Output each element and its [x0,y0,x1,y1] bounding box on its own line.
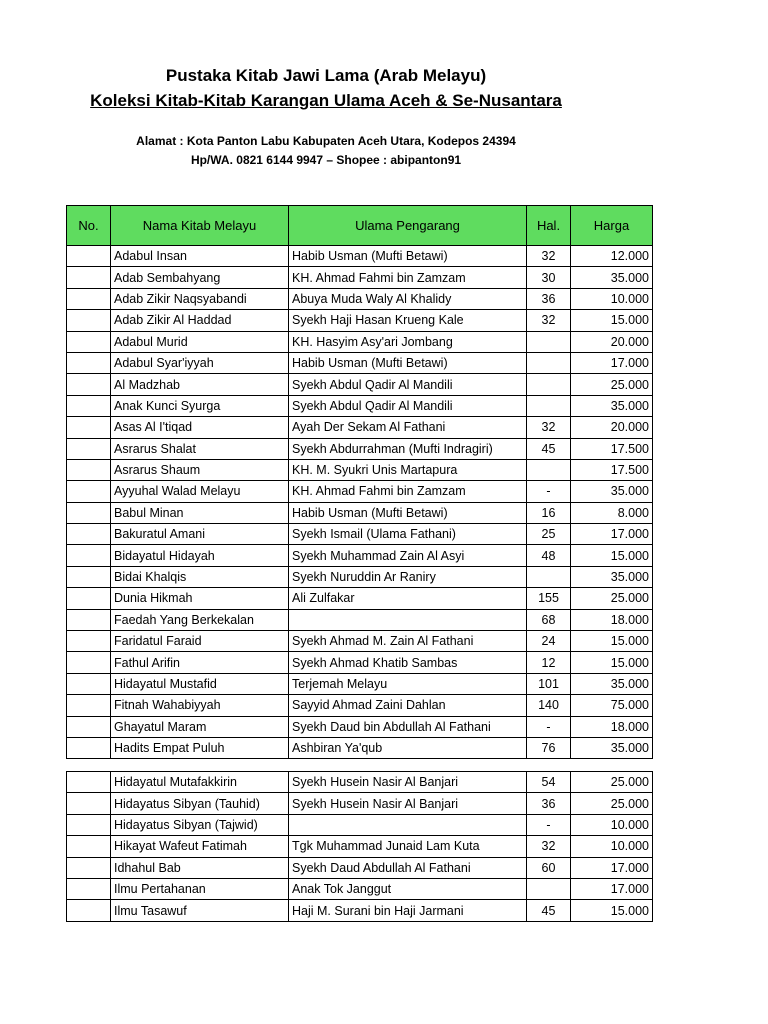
cell-no [67,310,111,331]
cell-hal: - [527,481,571,502]
table-row [67,417,653,438]
cell-nama: Bidai Khalqis [111,566,289,587]
table-row [67,566,653,587]
column-header-harga: Harga [571,206,653,246]
table-row [67,737,653,758]
cell-harga: 15.000 [571,631,653,652]
page-title: Pustaka Kitab Jawi Lama (Arab Melayu) [165,66,487,85]
cell-harga: 35.000 [571,267,653,288]
cell-harga: 10.000 [571,288,653,309]
cell-hal: 25 [527,524,571,545]
cell-no [67,814,111,835]
cell-ulama: Habib Usman (Mufti Betawi) [289,352,527,373]
cell-harga: 20.000 [571,417,653,438]
cell-ulama: Habib Usman (Mufti Betawi) [289,502,527,523]
cell-hal: 16 [527,502,571,523]
cell-ulama: Tgk Muhammad Junaid Lam Kuta [289,836,527,857]
cell-harga: 35.000 [571,395,653,416]
cell-harga: 10.000 [571,836,653,857]
cell-hal: 68 [527,609,571,630]
cell-no [67,246,111,267]
cell-no [67,481,111,502]
cell-ulama: Syekh Nuruddin Ar Raniry [289,566,527,587]
cell-harga: 25.000 [571,588,653,609]
cell-harga: 17.000 [571,878,653,899]
cell-ulama: Syekh Daud bin Abdullah Al Fathani [289,716,527,737]
table-row [67,310,653,331]
cell-no [67,545,111,566]
cell-hal [527,459,571,480]
cell-ulama: Habib Usman (Mufti Betawi) [289,246,527,267]
table-row [67,793,653,814]
cell-no [67,878,111,899]
cell-nama: Ayyuhal Walad Melayu [111,481,289,502]
cell-harga: 35.000 [571,673,653,694]
cell-no [67,652,111,673]
cell-nama: Adab Zikir Al Haddad [111,310,289,331]
table-row [67,331,653,352]
cell-harga: 15.000 [571,545,653,566]
book-price-table [66,205,653,759]
cell-ulama: Haji M. Surani bin Haji Jarmani [289,900,527,921]
cell-nama: Bakuratul Amani [111,524,289,545]
address-line: Alamat : Kota Panton Labu Kabupaten Aceh Utara, Kodepos 24394 [136,134,516,148]
cell-nama: Hidayatus Sibyan (Tajwid) [111,814,289,835]
table-row [67,438,653,459]
cell-no [67,673,111,694]
cell-hal: 76 [527,737,571,758]
cell-hal: 32 [527,836,571,857]
cell-nama: Idhahul Bab [111,857,289,878]
table-row [67,459,653,480]
column-header-hal: Hal. [527,206,571,246]
cell-hal [527,374,571,395]
table-row [67,502,653,523]
cell-no [67,374,111,395]
cell-no [67,857,111,878]
cell-ulama: Ayah Der Sekam Al Fathani [289,417,527,438]
cell-ulama [289,814,527,835]
cell-no [67,772,111,793]
cell-ulama: Syekh Abdul Qadir Al Mandili [289,374,527,395]
table-row [67,900,653,921]
table-row [67,673,653,694]
cell-nama: Babul Minan [111,502,289,523]
table-row [67,481,653,502]
cell-ulama: Syekh Abdurrahman (Mufti Indragiri) [289,438,527,459]
cell-nama: Hidayatul Mutafakkirin [111,772,289,793]
cell-nama: Asrarus Shaum [111,459,289,480]
cell-no [67,631,111,652]
cell-hal: 60 [527,857,571,878]
cell-harga: 25.000 [571,374,653,395]
cell-no [67,395,111,416]
cell-harga: 17.500 [571,459,653,480]
cell-ulama: Abuya Muda Waly Al Khalidy [289,288,527,309]
cell-ulama: Syekh Ahmad Khatib Sambas [289,652,527,673]
column-header-nama: Nama Kitab Melayu [111,206,289,246]
cell-ulama: Terjemah Melayu [289,673,527,694]
table-row [67,878,653,899]
cell-hal: - [527,716,571,737]
cell-no [67,417,111,438]
cell-harga: 18.000 [571,716,653,737]
table-row [67,288,653,309]
cell-ulama: Syekh Daud Abdullah Al Fathani [289,857,527,878]
cell-ulama: Syekh Muhammad Zain Al Asyi [289,545,527,566]
cell-hal: 12 [527,652,571,673]
cell-hal: 32 [527,310,571,331]
cell-no [67,524,111,545]
cell-hal: 45 [527,438,571,459]
cell-nama: Faedah Yang Berkekalan [111,609,289,630]
cell-hal: 48 [527,545,571,566]
cell-nama: Hikayat Wafeut Fatimah [111,836,289,857]
cell-no [67,267,111,288]
cell-hal [527,331,571,352]
cell-harga: 35.000 [571,481,653,502]
table-row [67,772,653,793]
table-row [67,246,653,267]
cell-hal: 54 [527,772,571,793]
cell-ulama: Sayyid Ahmad Zaini Dahlan [289,695,527,716]
cell-harga: 17.500 [571,438,653,459]
cell-ulama: Ali Zulfakar [289,588,527,609]
cell-hal: 32 [527,246,571,267]
cell-ulama: Anak Tok Janggut [289,878,527,899]
cell-harga: 25.000 [571,772,653,793]
cell-hal: - [527,814,571,835]
cell-hal: 101 [527,673,571,694]
cell-ulama: KH. Hasyim Asy'ari Jombang [289,331,527,352]
cell-nama: Adabul Insan [111,246,289,267]
cell-harga: 20.000 [571,331,653,352]
contact-line: Hp/WA. 0821 6144 9947 – Shopee : abipanton91 [190,153,462,167]
cell-harga: 18.000 [571,609,653,630]
cell-hal: 155 [527,588,571,609]
cell-no [67,438,111,459]
cell-nama: Ilmu Tasawuf [111,900,289,921]
cell-no [67,588,111,609]
cell-nama: Ghayatul Maram [111,716,289,737]
cell-no [67,737,111,758]
cell-nama: Adab Zikir Naqsyabandi [111,288,289,309]
cell-no [67,900,111,921]
cell-no [67,695,111,716]
cell-nama: Asas Al I'tiqad [111,417,289,438]
cell-hal: 45 [527,900,571,921]
table-row [67,352,653,373]
cell-harga: 17.000 [571,857,653,878]
cell-ulama: Syekh Abdul Qadir Al Mandili [289,395,527,416]
cell-harga: 15.000 [571,310,653,331]
cell-nama: Dunia Hikmah [111,588,289,609]
cell-ulama: KH. Ahmad Fahmi bin Zamzam [289,481,527,502]
cell-no [67,331,111,352]
cell-ulama: Syekh Ismail (Ulama Fathani) [289,524,527,545]
cell-ulama [289,609,527,630]
cell-no [67,836,111,857]
cell-harga: 15.000 [571,652,653,673]
cell-ulama: Syekh Ahmad M. Zain Al Fathani [289,631,527,652]
cell-hal [527,566,571,587]
cell-harga: 35.000 [571,737,653,758]
table-row [67,588,653,609]
cell-hal [527,352,571,373]
table-row [67,857,653,878]
cell-nama: Fathul Arifin [111,652,289,673]
cell-harga: 8.000 [571,502,653,523]
cell-hal [527,878,571,899]
cell-nama: Adab Sembahyang [111,267,289,288]
cell-hal: 32 [527,417,571,438]
table-header-row [67,206,653,246]
table-body-continued [67,772,653,922]
column-header-no: No. [67,206,111,246]
table-row [67,631,653,652]
cell-ulama: Syekh Haji Hasan Krueng Kale [289,310,527,331]
table-row [67,545,653,566]
cell-no [67,566,111,587]
table-row [67,814,653,835]
cell-no [67,793,111,814]
cell-nama: Hadits Empat Puluh [111,737,289,758]
cell-harga: 35.000 [571,566,653,587]
cell-nama: Hidayatus Sibyan (Tauhid) [111,793,289,814]
table-body [67,246,653,759]
cell-harga: 75.000 [571,695,653,716]
cell-hal: 36 [527,288,571,309]
cell-ulama: KH. M. Syukri Unis Martapura [289,459,527,480]
cell-harga: 15.000 [571,900,653,921]
cell-harga: 10.000 [571,814,653,835]
cell-no [67,352,111,373]
book-price-table-continued [66,771,653,922]
table-row [67,836,653,857]
table-row [67,267,653,288]
cell-ulama: Syekh Husein Nasir Al Banjari [289,793,527,814]
table-row [67,374,653,395]
cell-hal: 30 [527,267,571,288]
cell-nama: Faridatul Faraid [111,631,289,652]
cell-nama: Al Madzhab [111,374,289,395]
cell-nama: Adabul Murid [111,331,289,352]
page-subtitle-text: Koleksi Kitab-Kitab Karangan Ulama Aceh & Se-Nusantara [90,91,562,110]
cell-harga: 17.000 [571,524,653,545]
cell-nama: Bidayatul Hidayah [111,545,289,566]
table-row [67,652,653,673]
cell-no [67,716,111,737]
cell-no [67,609,111,630]
cell-ulama: Ashbiran Ya'qub [289,737,527,758]
column-header-ulama: Ulama Pengarang [289,206,527,246]
table-row [67,716,653,737]
page-subtitle [0,91,652,111]
cell-nama: Fitnah Wahabiyyah [111,695,289,716]
table-row [67,395,653,416]
cell-harga: 12.000 [571,246,653,267]
cell-hal: 36 [527,793,571,814]
cell-nama: Anak Kunci Syurga [111,395,289,416]
cell-hal: 140 [527,695,571,716]
cell-harga: 25.000 [571,793,653,814]
cell-hal [527,395,571,416]
table-row [67,524,653,545]
cell-nama: Ilmu Pertahanan [111,878,289,899]
cell-no [67,502,111,523]
cell-ulama: Syekh Husein Nasir Al Banjari [289,772,527,793]
cell-ulama: KH. Ahmad Fahmi bin Zamzam [289,267,527,288]
cell-nama: Adabul Syar'iyyah [111,352,289,373]
cell-no [67,459,111,480]
cell-hal: 24 [527,631,571,652]
table-row [67,609,653,630]
cell-harga: 17.000 [571,352,653,373]
cell-no [67,288,111,309]
table-row [67,695,653,716]
cell-nama: Hidayatul Mustafid [111,673,289,694]
cell-nama: Asrarus Shalat [111,438,289,459]
